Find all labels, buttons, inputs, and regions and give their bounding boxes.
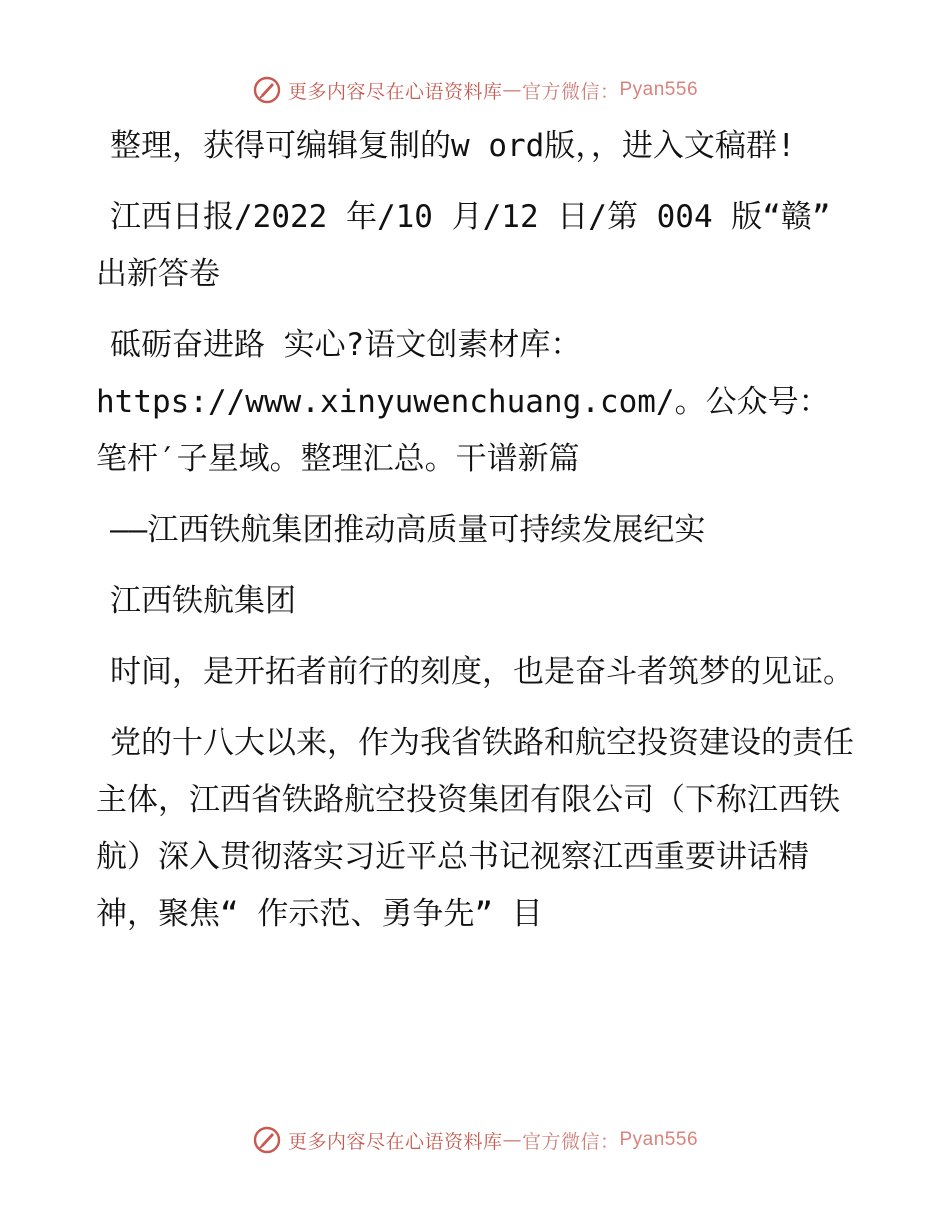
paragraph: 江西日报/2022 年/10 月/12 日/第 004 版“赣” 出新答卷 [96, 199, 831, 292]
header-wechat-account: Pyan556 [619, 79, 699, 100]
paragraph: 党的十八大以来，作为我省铁路和航空投资建设的责任主体，江西省铁路航空投资集团有限公司（下称江西铁航）深入贯彻落实习近平总书记视察江西重要讲话精神，聚焦“ 作示范、勇争先” 目 [96, 725, 854, 932]
quill-logo-icon [252, 75, 282, 105]
footer-wechat-account: Pyan556 [619, 1129, 699, 1150]
paragraph: 江西铁航集团 [110, 583, 296, 619]
header-banner-text: 更多内容尽在心语资料库 [287, 80, 503, 103]
header-dash: — [502, 79, 522, 101]
document-body [96, 118, 856, 957]
footer-banner [0, 1122, 950, 1158]
header-wechat-label: 官方微信： [521, 80, 620, 103]
footer-wechat-label: 官方微信： [521, 1130, 620, 1153]
paragraph: 时间，是开拓者前行的刻度，也是奋斗者筑梦的见证。 [110, 654, 854, 690]
header-banner [0, 72, 950, 108]
paragraph: ——江西铁航集团推动高质量可持续发展纪实 [110, 512, 706, 548]
footer-dash: — [502, 1129, 522, 1151]
paragraph: 整理，获得可编辑复制的w ord版，，进入文稿群! [110, 128, 796, 164]
paragraph: 砥砺奋进路 实心?语文创素材库：https://www.xinyuwenchuang.com/。公众号：笔杆′子星域。整理汇总。干谱新篇 [96, 327, 830, 477]
footer-banner-text: 更多内容尽在心语资料库 [287, 1130, 503, 1153]
quill-logo-icon [252, 1125, 282, 1155]
